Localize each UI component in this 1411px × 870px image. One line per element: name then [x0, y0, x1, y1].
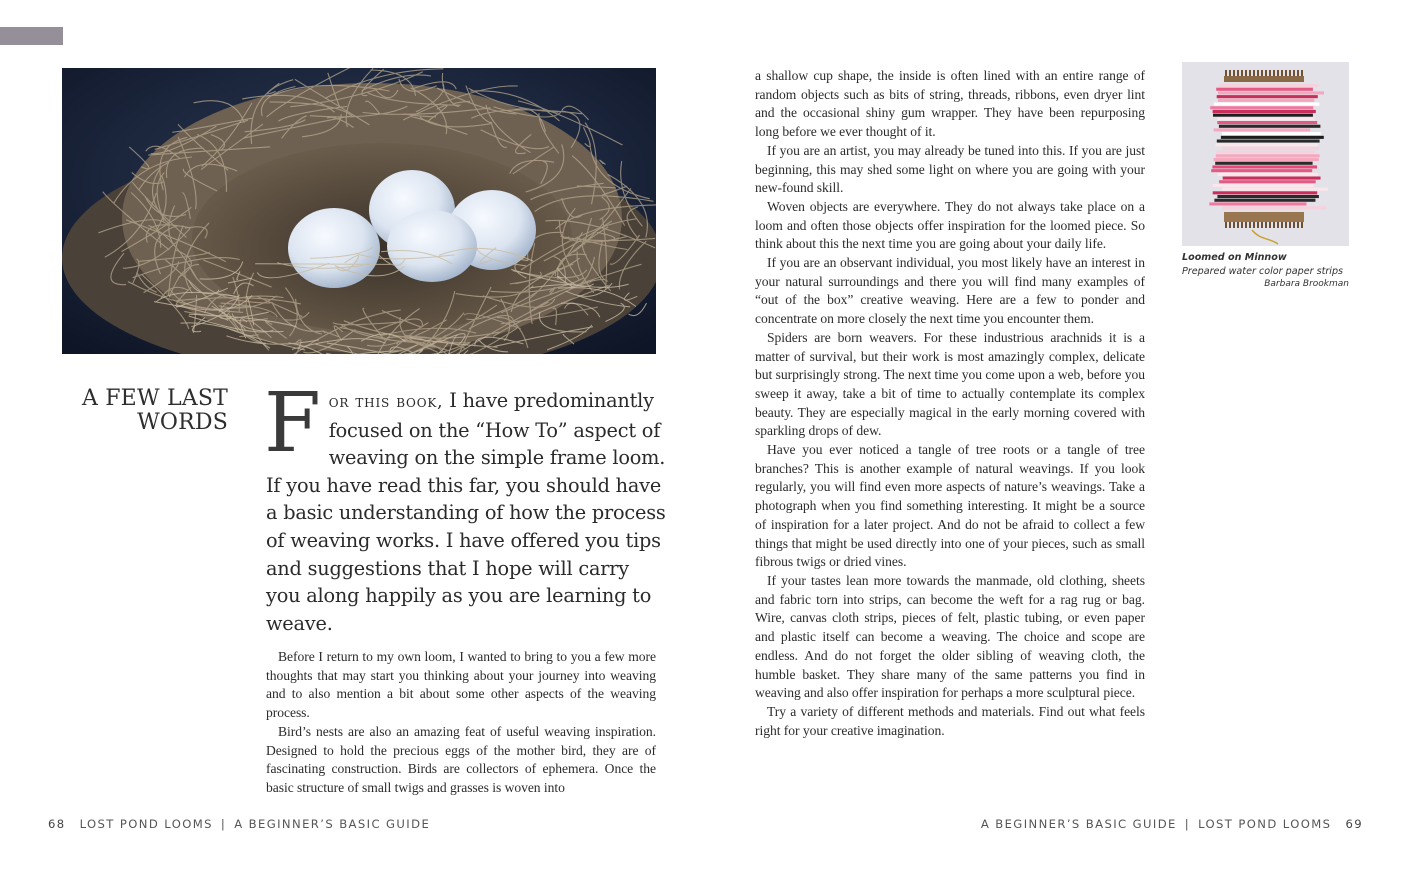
paragraph: a shallow cup shape, the inside is often lined with an entire range of random objects such as bits of string, threads, ribbons, even dryer lint and the occasional shiny gum wrapper. They have been repurposing long before we ever thought of it. — [755, 68, 1145, 140]
footer-right: A BEGINNER’S BASIC GUIDE | LOST POND LOOMS 69 — [980, 817, 1363, 831]
footer-book-title: LOST POND LOOMS — [79, 817, 213, 831]
nest-straw — [255, 264, 391, 265]
footer-guide-title: A BEGINNER’S BASIC GUIDE — [980, 817, 1177, 831]
lead-text: I have predominantly focused on the “How To” aspect of weaving on the simple frame loom. If you have read this far, you should have a basic understanding of how the process of weaving works. I have offered you tips and suggestions that I hope will carry you along happily as you are learning to weave. — [266, 389, 666, 635]
page-tab-marker — [0, 27, 63, 45]
birds-nest-photo — [62, 68, 656, 354]
section-title: A FEW LAST WORDS — [81, 386, 228, 435]
paragraph: Have you ever noticed a tangle of tree roots or a tangle of tree branches? This is another example of natural weavings. If you look regularly, you will find even more aspects of nature’s weavings. Take a photograph when you find something interesting. It might be a source of inspiration for a later project. And do not be afraid to collect a few things that might be used directly into one of your pieces, such as small fibrous twigs or dried vines. — [755, 442, 1145, 570]
lead-smallcaps: or this book, — [328, 392, 444, 412]
paragraph: Try a variety of different methods and materials. Find out what feels right for your creative imagination. — [755, 703, 1145, 738]
paragraph: Before I return to my own loom, I wanted to bring to you a few more thoughts that may start you thinking about your journey into weaving and to also mention a bit about some other aspects of the weaving process. — [266, 649, 656, 721]
footer-guide-title: A BEGINNER’S BASIC GUIDE — [234, 817, 431, 831]
caption-title: Loomed on Minnow — [1182, 252, 1287, 263]
paragraph: Spiders are born weavers. For these industrious arachnids it is a matter of survival, but their work is most amazingly complex, delicate but surprisingly strong. The next time you come upon a web, before you sweep it away, take a bit of time to actually contemplate its complex beauty. They are especially magical in the early morning covered with sparkling drops of dew. — [755, 329, 1145, 439]
figure-caption — [1182, 251, 1349, 292]
paragraph: Woven objects are everywhere. They do not always take place on a loom and often those objects offer inspiration for the loomed piece. So think about this the next time you are going about your daily life. — [755, 198, 1145, 252]
loomed-weaving-photo — [1182, 62, 1349, 246]
lead-paragraph — [264, 376, 666, 637]
paragraph: If your tastes lean more towards the manmade, old clothing, sheets and fabric torn into strips, can become the weft for a rag rug or bag. Wire, canvas cloth strips, pieces of felt, plastic tubing, or even paper and plastic itself can become a weaving. The choice and scope are endless. And do not forget the older sibling of weaving cloth, the humble basket. They share many of the same patterns you find in weaving and also offer inspiration for perhaps a more sculptural piece. — [755, 572, 1145, 701]
left-column-text — [266, 648, 656, 798]
caption-subtitle: Prepared water color paper strips — [1182, 265, 1344, 277]
paragraph: Bird’s nests are also an amazing feat of useful weaving inspiration. Designed to hold the precious eggs of the mother bird, they are of fascinating construction. Birds are collectors of ephemera. Once the basic structure of small twigs and grasses is woven into — [266, 723, 656, 795]
right-column-text — [755, 67, 1145, 740]
page-number-right: 69 — [1345, 817, 1363, 831]
caption-artist: Barbara Brookman — [1264, 279, 1349, 289]
footer-book-title: LOST POND LOOMS — [1198, 817, 1332, 831]
footer-left: 68 LOST POND LOOMS | A BEGINNER’S BASIC GUIDE — [48, 817, 431, 831]
page-number-left: 68 — [48, 817, 66, 831]
paragraph: If you are an observant individual, you most likely have an interest in your natural surroundings and there you will find many examples of “out of the box” creative weaving. Here are a few to ponder and concentrate on more closely the next time you encounter them. — [755, 255, 1145, 327]
paragraph: If you are an artist, you may already be tuned into this. If you are just beginning, this may shed some light on where you are going with your new-found skill. — [755, 142, 1145, 196]
drop-cap: F — [264, 376, 321, 471]
